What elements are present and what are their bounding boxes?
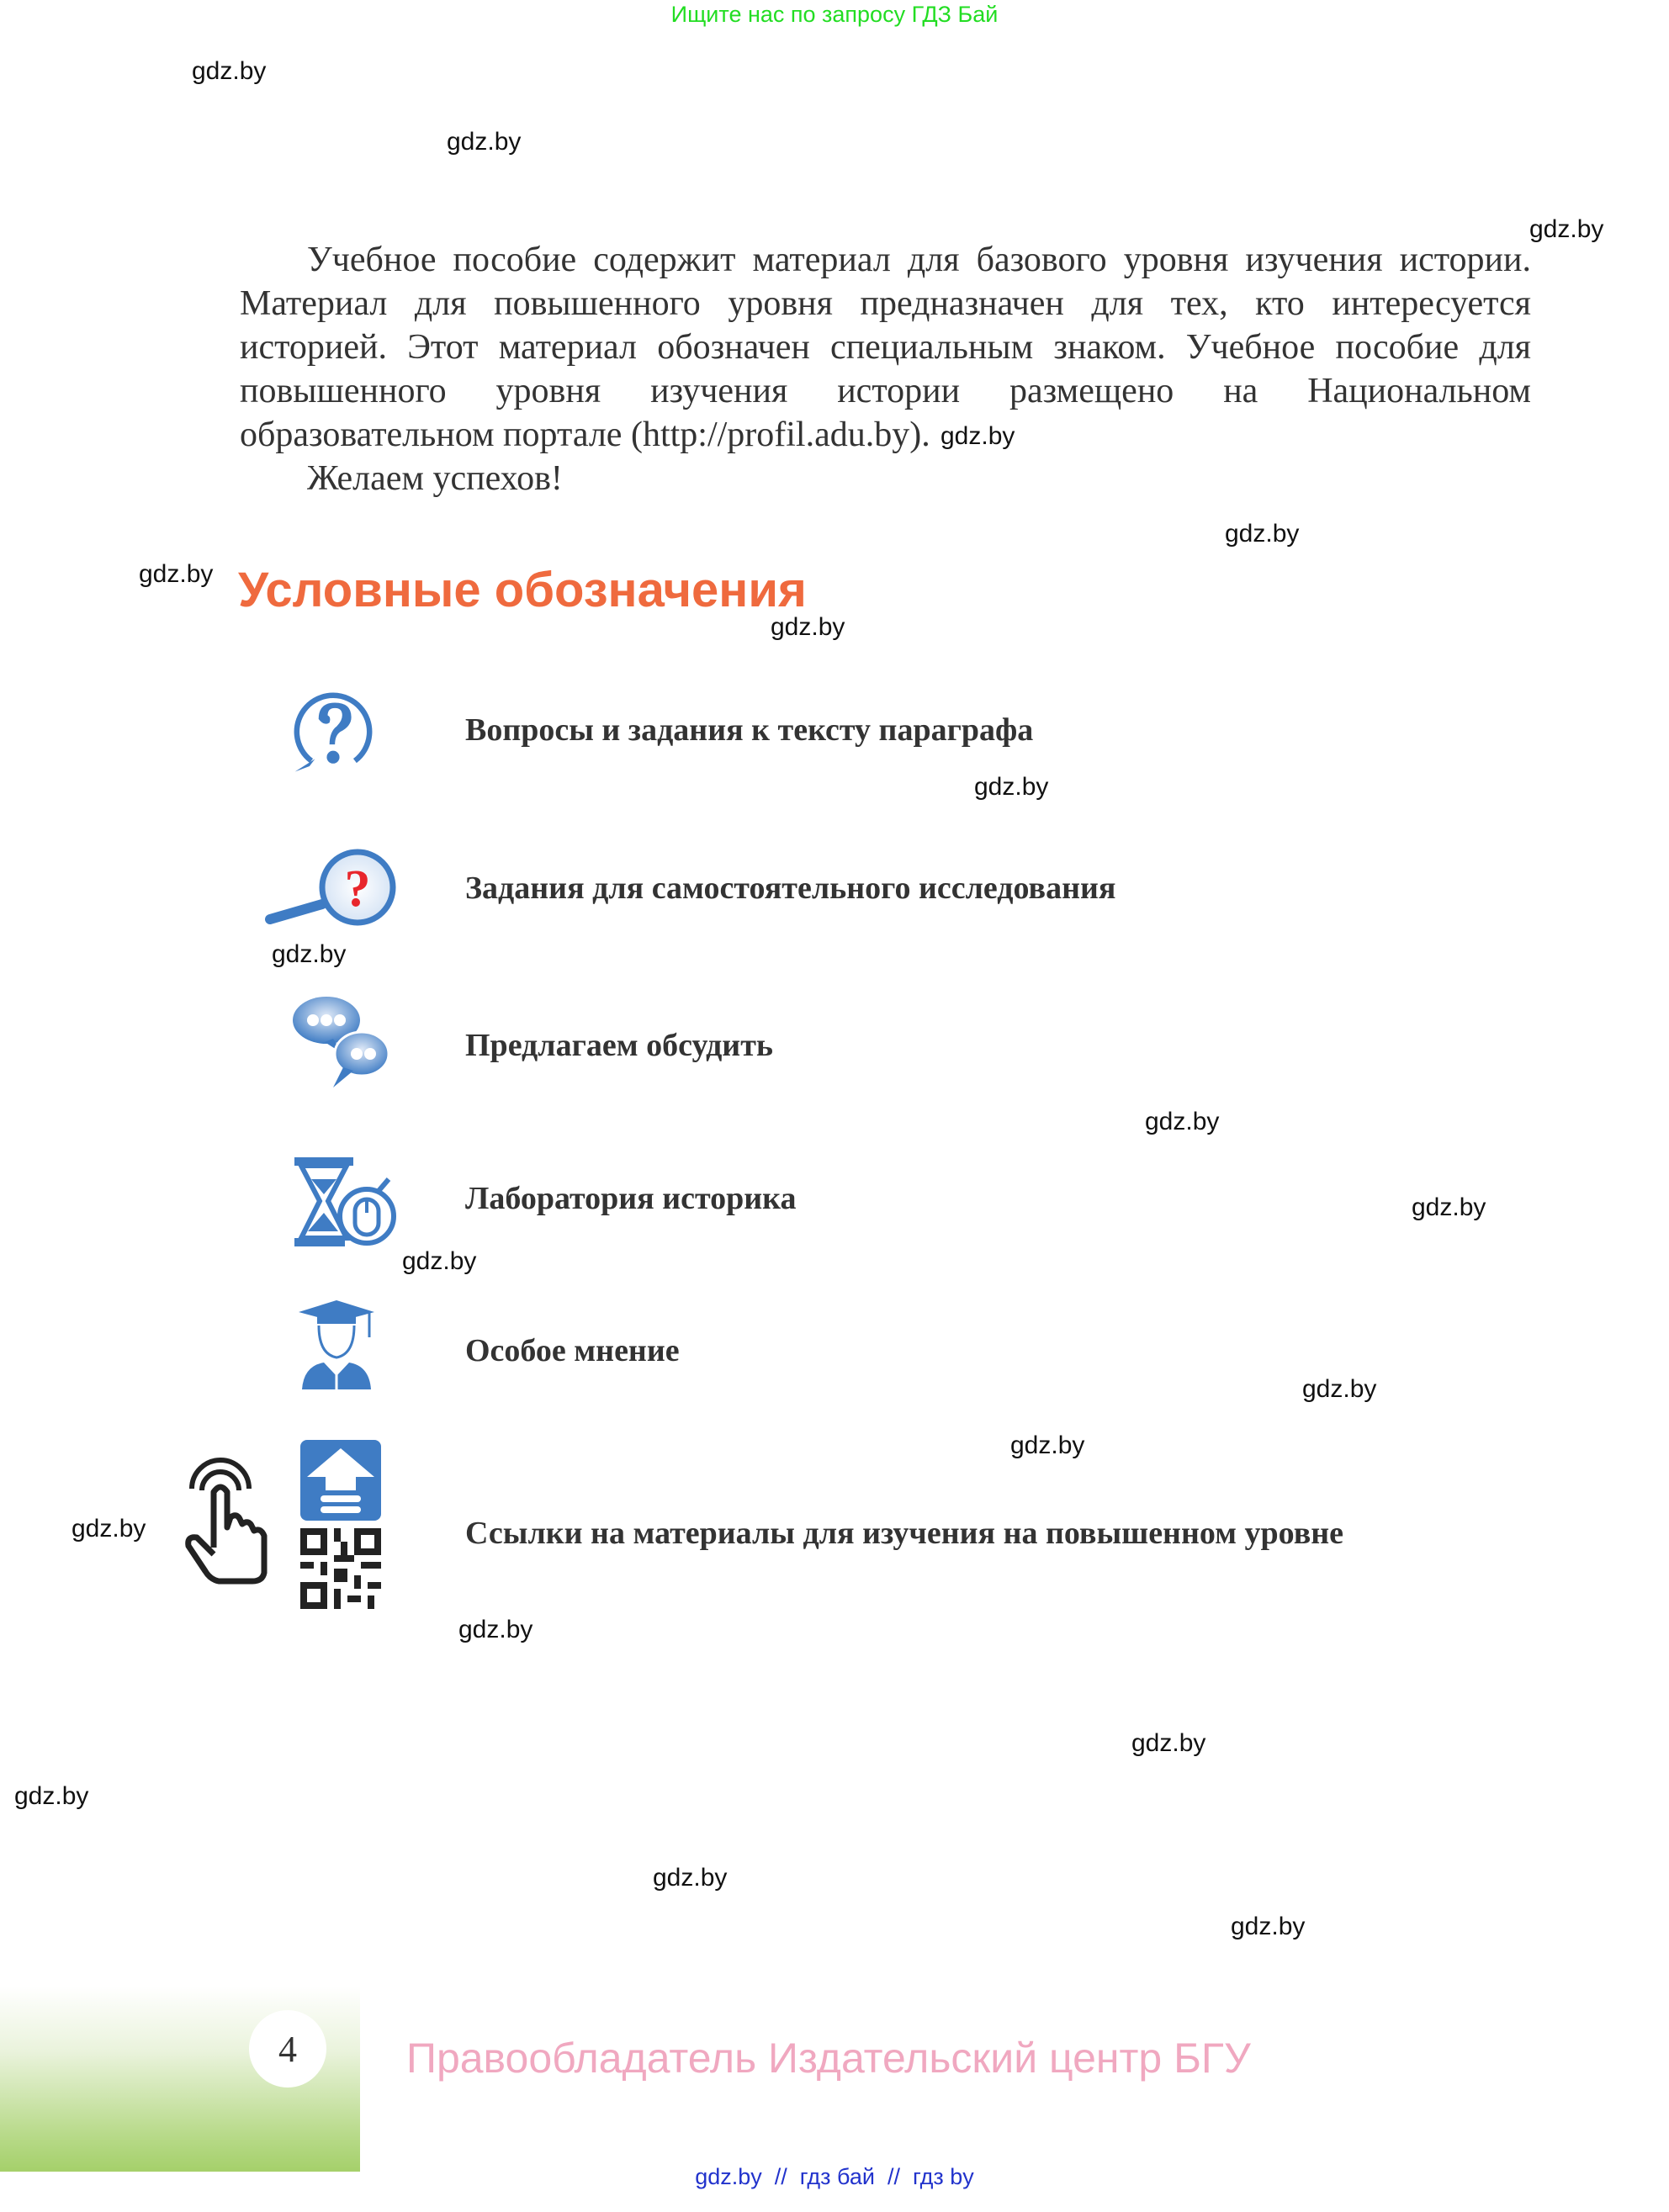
bottom-links[interactable]: gdz.by // гдз бай // гдз by <box>695 2164 974 2189</box>
watermark: gdz.by <box>1529 215 1604 243</box>
watermark: gdz.by <box>402 1247 477 1275</box>
watermark: gdz.by <box>272 940 347 968</box>
magnifier-question-icon <box>263 844 402 932</box>
legend-item-label: Особое мнение <box>465 1333 680 1368</box>
legend-item-label: Ссылки на материалы для изучения на повышенном уровне <box>465 1516 1343 1551</box>
page-number <box>249 2010 326 2088</box>
legend-item-label: Задания для самостоятельного исследования <box>465 871 1116 906</box>
legend-item-label: Вопросы и задания к тексту параграфа <box>465 712 1034 748</box>
touch-hand-icon <box>177 1447 278 1590</box>
watermark: gdz.by <box>1302 1375 1377 1403</box>
legend-item-label: Лаборатория историка <box>465 1181 797 1216</box>
watermark: gdz.by <box>139 560 214 588</box>
watermark: gdz.by <box>1145 1108 1220 1135</box>
upload-arrow-icon <box>300 1440 381 1521</box>
page-number-text: 4 <box>278 2028 297 2070</box>
watermark: gdz.by <box>974 773 1049 801</box>
watermark: gdz.by <box>1225 520 1300 548</box>
watermark: gdz.by <box>1231 1913 1306 1940</box>
chat-bubbles-icon <box>291 995 392 1092</box>
watermark: gdz.by <box>72 1515 146 1543</box>
svg-text:?: ? <box>344 860 371 918</box>
watermark: gdz.by <box>653 1864 728 1892</box>
rights-holder: Правообладатель Издательский центр БГУ <box>406 2035 1251 2082</box>
top-banner: Ищите нас по запросу ГДЗ Бай <box>670 2 999 27</box>
qr-code-icon <box>300 1528 381 1609</box>
hourglass-mouse-icon <box>294 1157 400 1248</box>
watermark: gdz.by <box>192 57 267 85</box>
graduate-icon <box>299 1295 374 1392</box>
legend-title: Условные обозначения <box>238 563 807 617</box>
intro-paragraph-2: Желаем успехов! <box>307 459 563 498</box>
watermark: gdz.by <box>940 422 1015 450</box>
watermark: gdz.by <box>1010 1431 1085 1459</box>
watermark: gdz.by <box>1131 1729 1206 1757</box>
intro-paragraph-1: Учебное пособие содержит материал для базового уровня изучения истории. Материал для повышенного уровня предназначен для тех, кто интересуется историей. Этот материал обозначен специальным знаком. Учебное пособие для повышенного уровня изучения истории размещено на Национальном образовательном портале (http://profil.adu.by). <box>240 241 1531 454</box>
watermark: gdz.by <box>447 128 522 156</box>
watermark: gdz.by <box>14 1782 89 1810</box>
watermark: gdz.by <box>458 1616 533 1643</box>
watermark: gdz.by <box>1412 1193 1486 1221</box>
watermark: gdz.by <box>771 613 845 641</box>
legend-item-label: Предлагаем обсудить <box>465 1028 773 1063</box>
intro-text <box>240 238 1531 500</box>
question-bubble-icon <box>288 686 379 777</box>
